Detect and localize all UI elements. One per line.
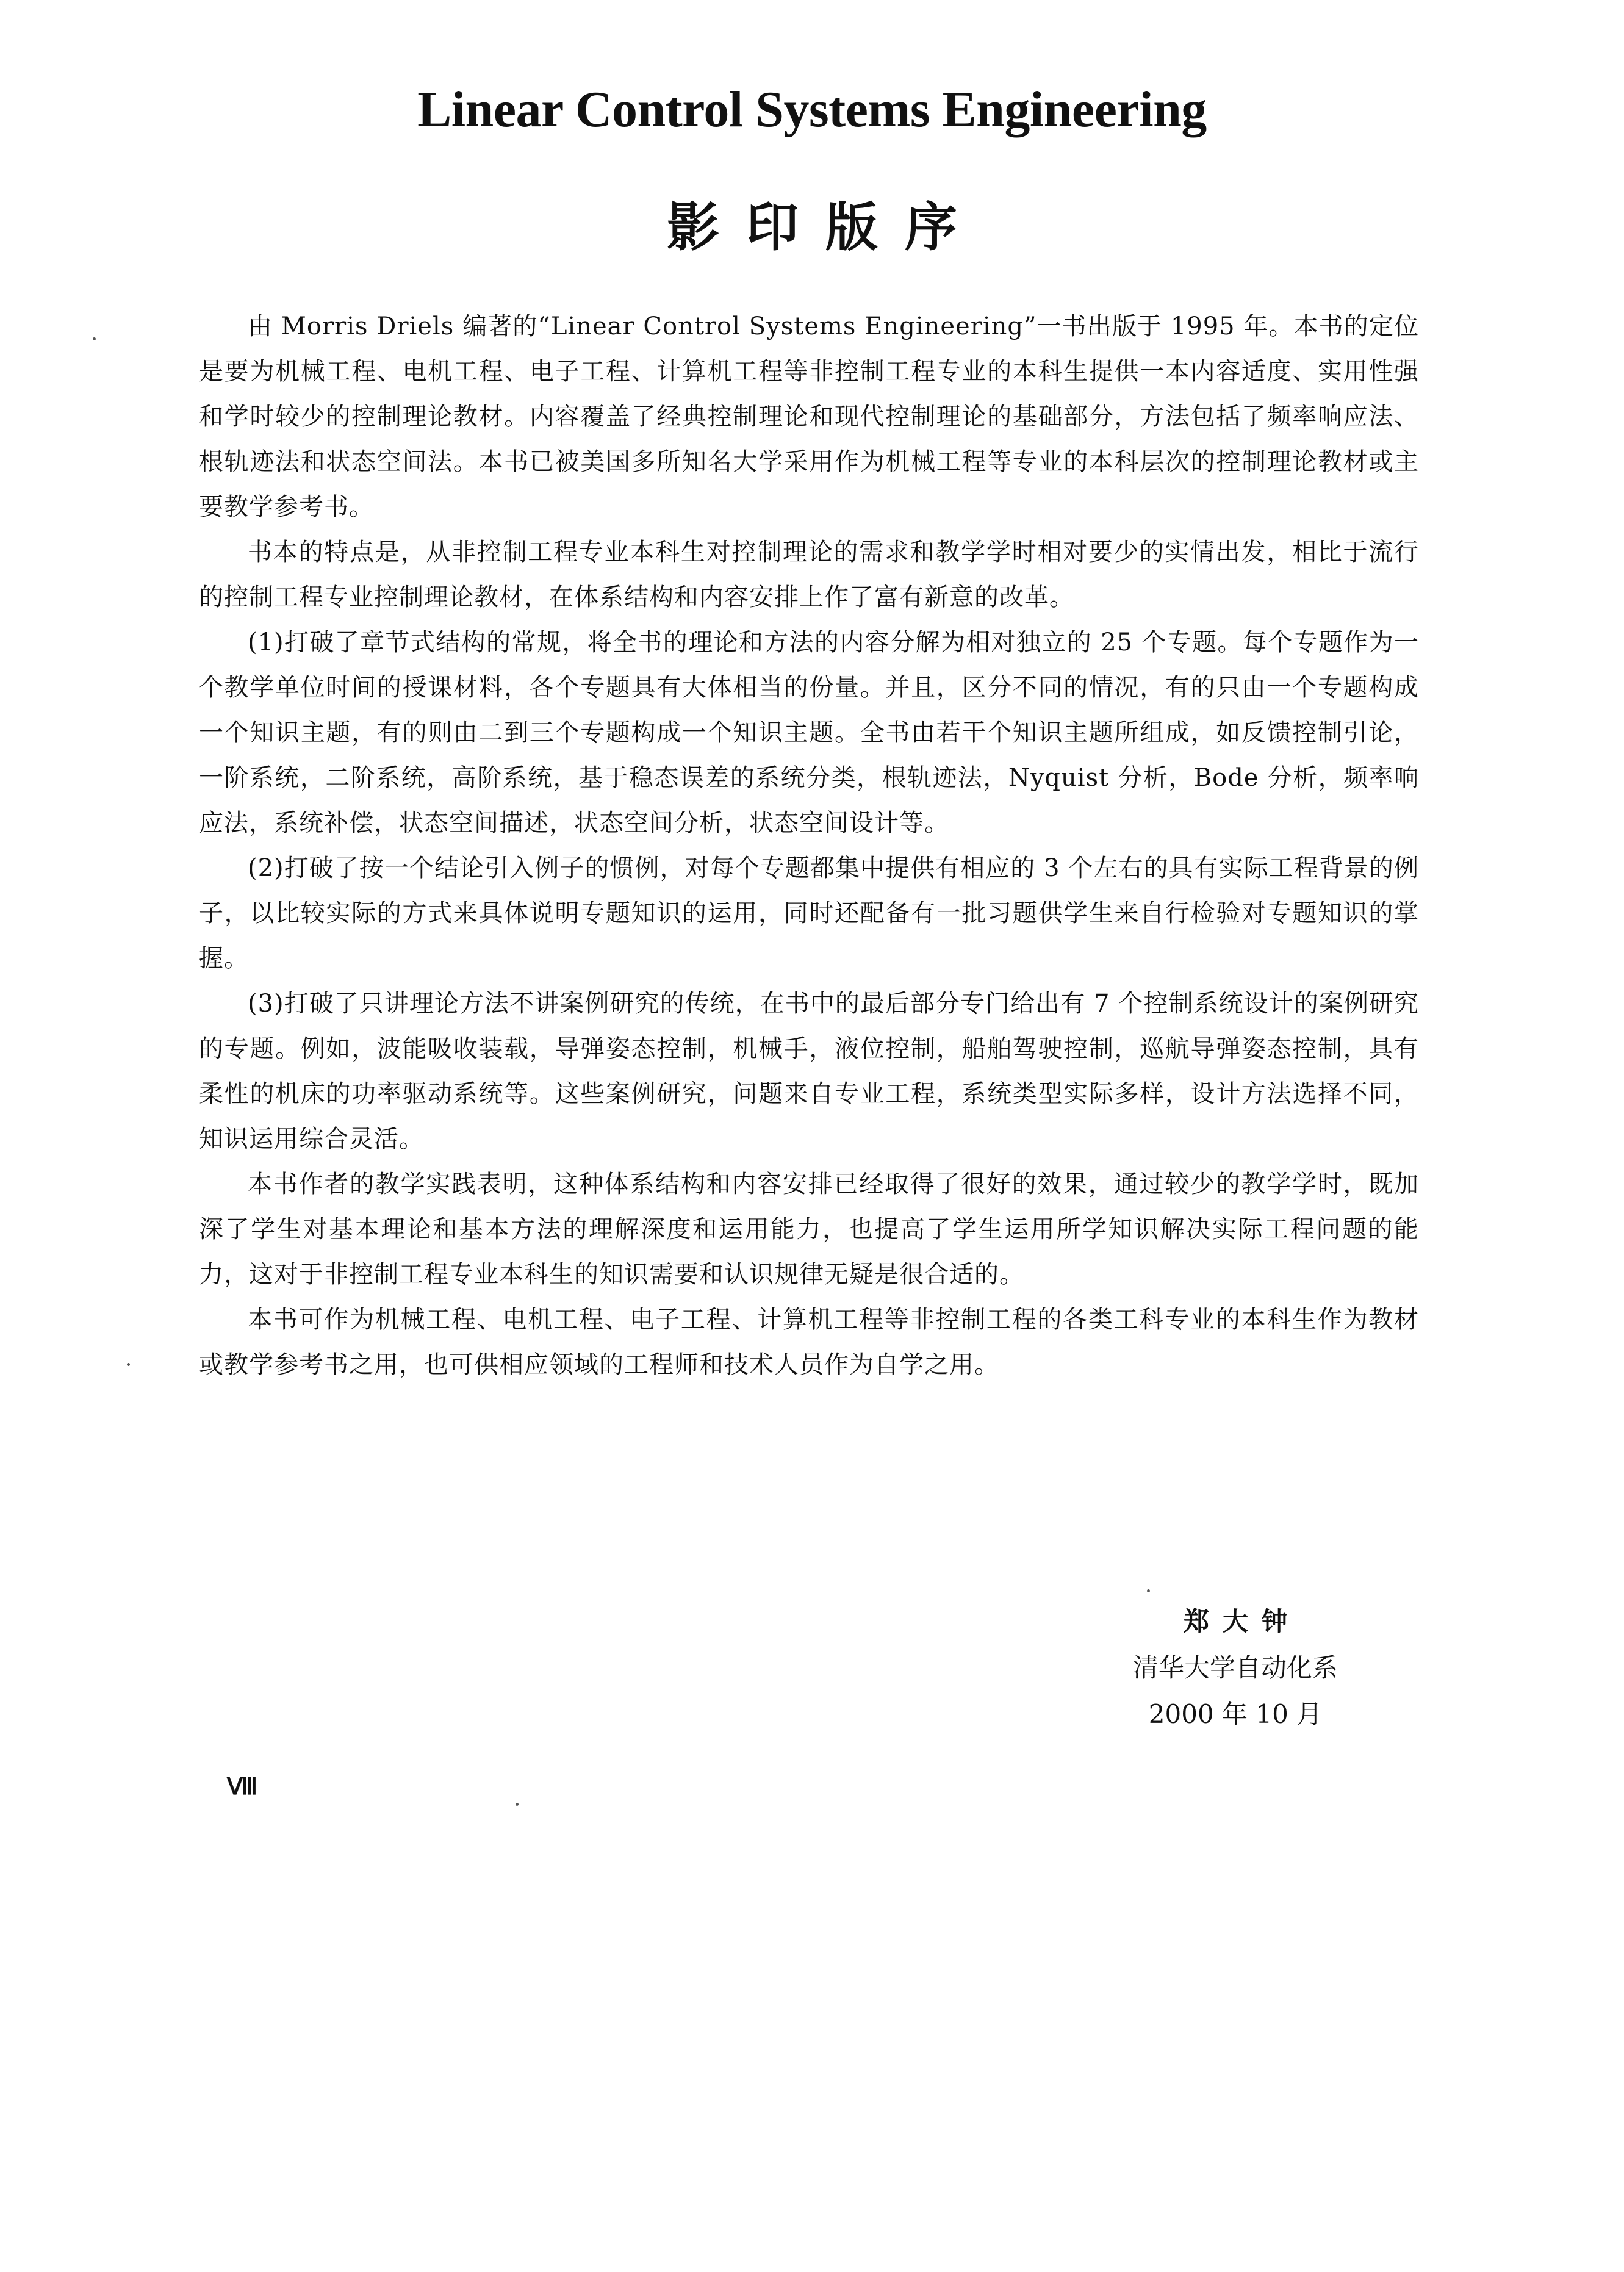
scan-speck — [516, 1803, 519, 1806]
paragraph-intro: 由 Morris Driels 编著的“Linear Control Systems Engineering”一书出版于 1995 年。本书的定位是要为机械工程、电机工程、电子工程、计算机工程等非控制工程专业的本科生提供一本内容适度、实用性强和学时较少的控制理论教材。内容覆盖了经典控制理论和现代控制理论的基础部分，方法包括了频率响应法、根轨迹法和状态空间法。本书已被美国多所知名大学采用作为机械工程等专业的本科层次的控制理论教材或主要教学参考书。 — [199, 312, 1419, 521]
preface-heading: 影印版序 — [667, 197, 984, 258]
paragraph-features: 书本的特点是，从非控制工程专业本科生对控制理论的需求和教学学时相对要少的实情出发，相比于流行的控制工程专业控制理论教材，在体系结构和内容安排上作了富有新意的改革。 — [199, 538, 1419, 611]
paragraph-practice: 本书作者的教学实践表明，这种体系结构和内容安排已经取得了很好的效果，通过较少的教学学时，既加深了学生对基本理论和基本方法的理解深度和运用能力，也提高了学生运用所学知识解决实际工程问题的能力，这对于非控制工程专业本科生的知识需要和认识规律无疑是很合适的。 — [199, 1170, 1419, 1289]
paragraph-usage: 本书可作为机械工程、电机工程、电子工程、计算机工程等非控制工程的各类工科专业的本科生作为教材或教学参考书之用，也可供相应领域的工程师和技术人员作为自学之用。 — [199, 1306, 1419, 1379]
paragraph-point-2: (2)打破了按一个结论引入例子的惯例，对每个专题都集中提供有相应的 3 个左右的具有实际工程背景的例子，以比较实际的方式来具体说明专题知识的运用，同时还配备有一批习题供学生来自行检验对专题知识的掌握。 — [199, 854, 1419, 972]
preface-body — [199, 304, 1419, 1387]
book-title: Linear Control Systems Engineering — [417, 81, 1207, 138]
scan-speck — [127, 1363, 130, 1366]
scan-speck — [1147, 1589, 1150, 1592]
scan-speck — [93, 337, 96, 340]
page-number: Ⅷ — [227, 1774, 258, 1800]
signature-block — [1095, 1598, 1376, 1738]
author-name: 郑大钟 — [1183, 1606, 1301, 1636]
author-affiliation: 清华大学自动化系 — [1132, 1653, 1338, 1683]
signature-date: 2000 年 10 月 — [1148, 1699, 1323, 1729]
paragraph-point-3: (3)打破了只讲理论方法不讲案例研究的传统，在书中的最后部分专门给出有 7 个控制系统设计的案例研究的专题。例如，波能吸收装载，导弹姿态控制，机械手，液位控制，船舶驾驶控制，巡航导弹姿态控制，具有柔性的机床的功率驱动系统等。这些案例研究，问题来自专业工程，系统类型实际多样，设计方法选择不同，知识运用综合灵活。 — [199, 990, 1419, 1153]
paragraph-point-1: (1)打破了章节式结构的常规，将全书的理论和方法的内容分解为相对独立的 25 个专题。每个专题作为一个教学单位时间的授课材料，各个专题具有大体相当的份量。并且，区分不同的情况，有的只由一个专题构成一个知识主题，有的则由二到三个专题构成一个知识主题。全书由若干个知识主题所组成，如反馈控制引论，一阶系统，二阶系统，高阶系统，基于稳态误差的系统分类，根轨迹法，Nyquist 分析，Bode 分析，频率响应法，系统补偿，状态空间描述，状态空间分析，状态空间设计等。 — [199, 628, 1419, 837]
